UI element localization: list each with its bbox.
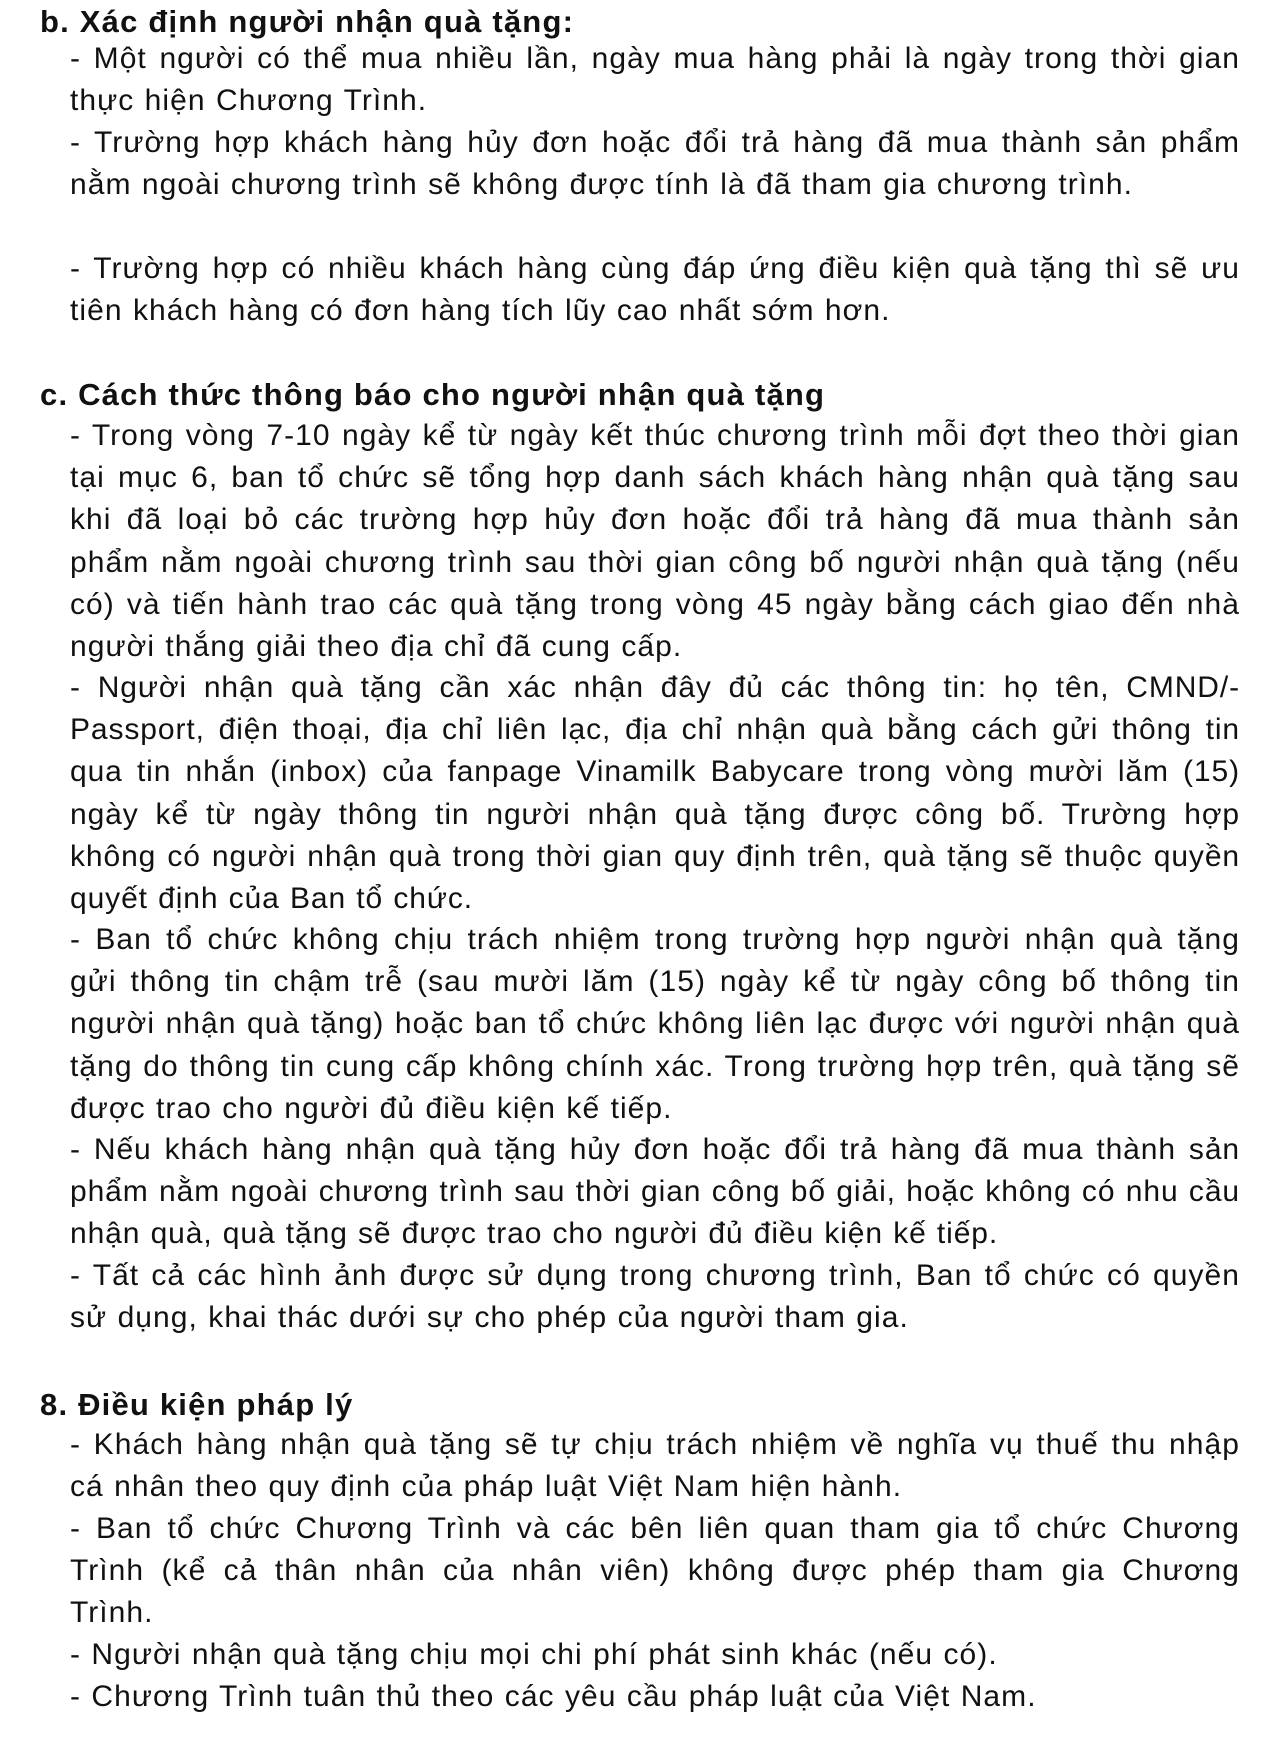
paragraph-purchase-rules: - Một người có thể mua nhiều lần, ngày mua hàng phải là ngày trong thời gian thực hiện Chương Trình. [70,42,1240,118]
section-title-legal-conditions: 8. Điều kiện pháp lý [40,1387,354,1422]
paragraph-cancel-after-announcement: - Nếu khách hàng nhận quà tặng hủy đơn hoặc đổi trả hàng đã mua thành sản phẩm nằm ngoài chương trình sau thời gian công bố giải, hoặc không có nhu cầu nhận quà, quà tặng sẽ được trao cho người đủ điều kiện kế tiếp. [70,1133,1240,1251]
paragraph-law-compliance: - Chương Trình tuân thủ theo các yêu cầu pháp luật của Việt Nam. [70,1680,1037,1713]
paragraph-priority: - Trường hợp có nhiều khách hàng cùng đáp ứng điều kiện quà tặng thì sẽ ưu tiên khách hàng có đơn hàng tích lũy cao nhất sớm hơn. [70,252,1240,328]
paragraph-cancel-return: - Trường hợp khách hàng hủy đơn hoặc đổi trả hàng đã mua thành sản phẩm nằm ngoài chương trình sẽ không được tính là đã tham gia chương trình. [70,126,1240,202]
section-title-notification: c. Cách thức thông báo cho người nhận quà tặng [40,377,826,412]
paragraph-image-rights: - Tất cả các hình ảnh được sử dụng trong chương trình, Ban tổ chức có quyền sử dụng, khai thác dưới sự cho phép của người tham gia. [70,1259,1240,1335]
paragraph-confirmation-info: - Người nhận quà tặng cần xác nhận đây đủ các thông tin: họ tên, CMND/- Passport, điện thoại, địa chỉ liên lạc, địa chỉ nhận quà bằng cách gửi thông tin qua tin nhắn (inbox) của fanpage Vinamilk Babycare trong vòng mười lăm (15) ngày kể từ ngày thông tin người nhận quà tặng được công bố. Trường hợp không có người nhận quà trong thời gian quy định trên, quà tặng sẽ thuộc quyền quyết định của Ban tổ chức. [70,671,1240,916]
paragraph-organizer-liability: - Ban tổ chức không chịu trách nhiệm trong trường hợp người nhận quà tặng gửi thông tin chậm trễ (sau mười lăm (15) ngày kể từ ngày công bố thông tin người nhận quà tặng) hoặc ban tổ chức không liên lạc được với người nhận quà tặng do thông tin cung cấp không chính xác. Trong trường hợp trên, quà tặng sẽ được trao cho người đủ điều kiện kế tiếp. [70,923,1240,1125]
paragraph-additional-costs: - Người nhận quà tặng chịu mọi chi phí phát sinh khác (nếu có). [70,1638,998,1671]
paragraph-notification-timeline: - Trong vòng 7-10 ngày kể từ ngày kết thúc chương trình mỗi đợt theo thời gian tại mục 6, ban tổ chức sẽ tổng hợp danh sách khách hàng nhận quà tặng sau khi đã loại bỏ các trường hợp hủy đơn hoặc đổi trả hàng đã mua thành sản phẩm nằm ngoài chương trình sau thời gian công bố người nhận quà tặng (nếu có) và tiến hành trao các quà tặng trong vòng 45 ngày bằng cách giao đến nhà người thắng giải theo địa chỉ đã cung cấp. [70,419,1240,664]
section-title-gift-recipients: b. Xác định người nhận quà tặng: [40,4,575,39]
paragraph-organizer-exclusion: - Ban tổ chức Chương Trình và các bên liên quan tham gia tổ chức Chương Trình (kể cả thân nhân của nhân viên) không được phép tham gia Chương Trình. [70,1512,1240,1630]
paragraph-personal-income-tax: - Khách hàng nhận quà tặng sẽ tự chịu trách nhiệm về nghĩa vụ thuế thu nhập cá nhân theo quy định của pháp luật Việt Nam hiện hành. [70,1428,1240,1504]
